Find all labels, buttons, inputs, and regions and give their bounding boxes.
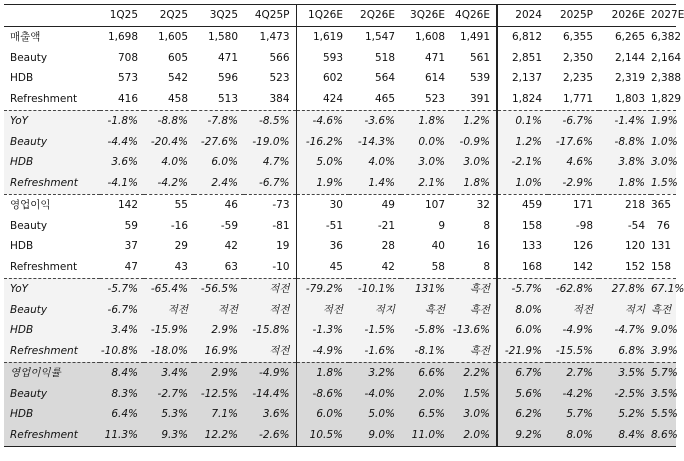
table-cell: -14.3% [349,132,401,153]
table-cell: -4.9% [244,362,296,383]
table-cell: 0.0% [401,132,451,153]
table-cell: 6.0% [296,404,349,425]
table-cell: -16 [170,219,188,232]
table-cell: 5.0% [296,152,349,173]
row-label: HDB [4,404,100,425]
table-cell: 3.5% [599,362,651,383]
table-cell: 1.2% [497,132,548,153]
column-header: 1Q26E [296,5,349,27]
table-cell: 471 [424,51,445,64]
column-header: 4Q26E [451,5,497,27]
table-cell: -6.7% [244,173,296,194]
table-cell: -1.3% [296,320,349,341]
table-cell: 흑전 [451,278,497,299]
table-cell: 7.1% [194,404,244,425]
table-cell: -1.8% [100,110,144,131]
table-cell: 3.0% [451,404,497,425]
table-cell: 131 [651,240,672,253]
header-row [4,5,676,27]
table-cell: 1.0% [651,132,676,153]
table-cell: -10.1% [349,278,401,299]
table-cell: -27.6% [194,132,244,153]
table-cell: -8.6% [296,384,349,405]
table-cell: 171 [548,194,599,215]
table-cell: 602 [322,72,343,85]
table-cell: -16.2% [296,132,349,153]
table-cell: 0.1% [497,110,548,131]
table-cell: 3.0% [651,152,676,173]
table-cell: 1.4% [349,173,401,194]
table-cell: 391 [451,89,497,110]
table-cell: 365 [651,194,676,215]
table-cell: 2.7% [548,362,599,383]
table-cell: 593 [322,51,343,64]
table-cell: 1,605 [157,30,188,43]
table-cell: 8.0% [497,300,548,321]
table-cell: -2.7% [144,384,194,405]
table-cell: 8.4% [599,425,651,446]
table-cell: 3.2% [349,362,401,383]
table-cell: -15.8% [244,320,296,341]
table-cell: -2.6% [244,425,296,446]
table-cell: 적전 [194,300,244,321]
table-cell: -4.7% [599,320,651,341]
table-cell: 4.0% [144,152,194,173]
table-cell: -12.5% [194,384,244,405]
table-cell: 6.4% [100,404,144,425]
table-cell: 708 [117,51,138,64]
table-cell: -98 [575,219,593,232]
table-cell: -79.2% [296,278,349,299]
row-label: Refreshment [4,425,100,446]
table-cell: 158 [521,219,542,232]
table-cell: -4.0% [349,384,401,405]
table-cell: -73 [244,194,296,215]
table-cell: 2.4% [194,173,244,194]
table-cell: 6.6% [401,362,451,383]
table-row [4,320,676,341]
table-cell: 1,608 [414,30,445,43]
table-cell: 40 [431,240,445,253]
table-cell: 45 [329,261,343,274]
table-cell: -56.5% [194,278,244,299]
table-cell: 2.9% [194,320,244,341]
table-cell: 37 [124,240,138,253]
table-cell: 6,382 [651,30,682,43]
table-cell: 1,771 [562,93,593,106]
table-cell: 459 [497,194,548,215]
table-row [4,216,676,237]
table-row [4,300,676,321]
table-cell: -15.5% [548,341,599,362]
table-cell: 561 [451,48,497,69]
table-cell: -81 [244,216,296,237]
table-cell: 1,698 [107,30,138,43]
table-cell: -1.6% [349,341,401,362]
column-header: 3Q26E [401,5,451,27]
table-cell: -3.6% [349,110,401,131]
table-cell: 142 [100,194,144,215]
column-header: 1Q25 [100,5,144,27]
column-header: 2026E [599,5,651,27]
table-cell: 542 [167,72,188,85]
table-cell: -65.4% [144,278,194,299]
table-cell: 적전 [144,300,194,321]
table-row [4,173,676,194]
table-cell: 2.9% [194,362,244,383]
table-cell: 1,619 [312,30,343,43]
row-label: Beauty [4,132,100,153]
table-cell: 2.2% [451,362,497,383]
table-cell: -15.9% [144,320,194,341]
row-label: 영업이익 [4,194,100,215]
table-cell: -10.8% [100,341,144,362]
table-cell: -2.9% [548,173,599,194]
row-label: Refreshment [4,173,100,194]
table-cell: -51 [325,219,343,232]
table-cell: 1.9% [296,173,349,194]
table-cell: 218 [599,194,651,215]
table-cell: 3.5% [651,384,676,405]
table-cell: 1.8% [451,173,497,194]
table-cell: 1,803 [614,93,645,106]
table-cell: 30 [296,194,349,215]
table-cell: 133 [521,240,542,253]
table-cell: 12.2% [194,425,244,446]
table-row [4,278,676,299]
table-cell: 523 [424,93,445,106]
table-cell: 49 [349,194,401,215]
table-cell: 28 [381,240,395,253]
table-cell: 465 [374,93,395,106]
table-row [4,68,676,89]
table-row [4,362,676,383]
table-cell: -14.4% [244,384,296,405]
table-cell: 1.8% [296,362,349,383]
table-cell: 2,851 [511,51,542,64]
table-row [4,48,676,69]
table-cell: 1.9% [651,110,676,131]
table-cell: 19 [244,236,296,257]
table-cell: -4.4% [100,132,144,153]
table-cell: 5.7% [548,404,599,425]
table-row [4,257,676,278]
table-cell: 3.6% [244,404,296,425]
table-cell: 46 [194,194,244,215]
table-cell: 11.0% [401,425,451,446]
table-cell: 596 [217,72,238,85]
table-cell: -0.9% [451,132,497,153]
table-row [4,236,676,257]
table-cell: 47 [124,261,138,274]
row-label: Refreshment [10,261,78,274]
table-cell: 416 [117,93,138,106]
table-cell: -59 [220,219,238,232]
table-row [4,425,676,446]
table-cell: 1,580 [207,30,238,43]
table-cell: 1.8% [401,110,451,131]
table-cell: -18.0% [144,341,194,362]
table-cell: 59 [124,219,138,232]
table-row [4,26,676,47]
table-cell: 2,144 [614,51,645,64]
table-cell: 1,824 [511,93,542,106]
table-cell: 9.3% [144,425,194,446]
row-label: Beauty [10,51,48,64]
table-cell: 120 [624,240,645,253]
table-cell: 8.4% [100,362,144,383]
table-cell: 2.0% [401,384,451,405]
table-cell: 564 [374,72,395,85]
table-cell: -4.2% [548,384,599,405]
table-cell: 573 [117,72,138,85]
table-cell: 42 [224,240,238,253]
table-cell: 4.7% [244,152,296,173]
column-header: 3Q25 [194,5,244,27]
table-cell: -2.5% [599,384,651,405]
table-cell: -4.9% [548,320,599,341]
row-label: Refreshment [10,93,78,106]
row-label: HDB [4,320,100,341]
table-cell: 513 [217,93,238,106]
table-cell: -1.5% [349,320,401,341]
table-cell: 3.0% [451,152,497,173]
table-cell: 적전 [244,341,296,362]
table-cell: 6,812 [511,30,542,43]
column-header: 2024 [497,5,548,27]
table-cell: 2,164 [651,51,682,64]
table-cell: 5.6% [497,384,548,405]
table-cell: -4.1% [100,173,144,194]
table-cell: 5.5% [651,404,676,425]
table-cell: 42 [381,261,395,274]
table-cell: 6,265 [614,30,645,43]
table-row [4,384,676,405]
table-row [4,110,676,131]
row-label: HDB [4,152,100,173]
table-cell: 8.3% [100,384,144,405]
table-cell: 6,355 [562,30,593,43]
table-cell: 6.2% [497,404,548,425]
table-cell: 384 [244,89,296,110]
table-cell: -62.8% [548,278,599,299]
table-cell: 3.4% [100,320,144,341]
table-cell: 2,235 [562,72,593,85]
table-cell: 55 [144,194,194,215]
table-cell: -8.8% [144,110,194,131]
table-cell: 63 [224,261,238,274]
table-cell: 3.6% [100,152,144,173]
table-cell: 458 [167,93,188,106]
table-cell: 3.8% [599,152,651,173]
table-cell: 8.6% [651,425,676,446]
table-cell: -5.7% [497,278,548,299]
table-cell: 10.5% [296,425,349,446]
table-cell: 3.9% [651,341,676,362]
table-cell: 1.2% [451,110,497,131]
table-cell: -8.5% [244,110,296,131]
table-cell: 58 [431,261,445,274]
table-cell: 142 [572,261,593,274]
table-cell: 566 [244,48,296,69]
table-cell: -2.1% [497,152,548,173]
table-cell: 523 [244,68,296,89]
table-cell: 6.5% [401,404,451,425]
table-cell: 흑전 [451,300,497,321]
table-cell: 9.0% [349,425,401,446]
table-cell: 2,319 [614,72,645,85]
table-row [4,341,676,362]
table-cell: 131% [401,278,451,299]
table-cell: 3.4% [144,362,194,383]
table-cell: 107 [401,194,451,215]
table-cell: -10 [244,257,296,278]
row-label: 영업이익률 [4,362,100,383]
header-corner [4,5,100,27]
table-cell: 1,491 [451,26,497,47]
table-cell: -6.7% [548,110,599,131]
table-cell: 흑전 [651,300,676,321]
table-cell: 424 [322,93,343,106]
table-cell: 2,350 [562,51,593,64]
table-cell: -54 [627,219,645,232]
table-cell: 1.0% [497,173,548,194]
table-cell: 5.0% [349,404,401,425]
table-cell: -1.4% [599,110,651,131]
table-cell: 614 [424,72,445,85]
table-cell: 8.0% [548,425,599,446]
table-cell: 적전 [244,300,296,321]
table-cell: 605 [167,51,188,64]
table-cell: 9 [438,219,445,232]
column-header: 2027E [651,5,676,27]
table-cell: 8 [451,216,497,237]
row-label: Beauty [4,384,100,405]
table-cell: -5.8% [401,320,451,341]
table-cell: 5.2% [599,404,651,425]
table-cell: -20.4% [144,132,194,153]
row-label: Refreshment [4,341,100,362]
table-cell: 적전 [296,300,349,321]
table-cell: 3.0% [401,152,451,173]
table-cell: 4.6% [548,152,599,173]
table-cell: 539 [451,68,497,89]
financial-table [4,4,684,447]
table-cell: 29 [174,240,188,253]
table-row [4,194,676,215]
table-cell: 적지 [599,300,651,321]
table-cell: 2.0% [451,425,497,446]
table-cell: 1,547 [364,30,395,43]
table-cell: -8.1% [401,341,451,362]
table-cell: 76 [656,219,670,232]
table-cell: 1,829 [651,93,682,106]
table-cell: 43 [174,261,188,274]
table-cell: -6.7% [100,300,144,321]
row-label: HDB [10,72,34,85]
table-cell: 518 [374,51,395,64]
table-cell: -13.6% [451,320,497,341]
row-label: Beauty [10,219,48,232]
table-cell: 8 [451,257,497,278]
table-cell: 2.1% [401,173,451,194]
table-cell: 152 [624,261,645,274]
table-cell: 5.7% [651,362,676,383]
table-cell: -17.6% [548,132,599,153]
table-cell: 2,137 [511,72,542,85]
table-cell: -7.8% [194,110,244,131]
column-header: 2Q25 [144,5,194,27]
table-cell: 5.3% [144,404,194,425]
table-cell: 적지 [349,300,401,321]
table-cell: 16 [451,236,497,257]
table-row [4,89,676,110]
table-cell: 16.9% [194,341,244,362]
table-cell: 흑전 [401,300,451,321]
table-cell: -19.0% [244,132,296,153]
table-cell: 흑전 [451,341,497,362]
row-label: HDB [10,240,34,253]
table-row [4,132,676,153]
table-cell: 158 [651,261,672,274]
table-cell: 9.0% [651,320,676,341]
table-cell: 1.5% [651,173,676,194]
table-row [4,152,676,173]
table-cell: 4.0% [349,152,401,173]
table-cell: -4.6% [296,110,349,131]
table-cell: 적전 [548,300,599,321]
table-cell: -21.9% [497,341,548,362]
table-cell: 11.3% [100,425,144,446]
table-cell: 67.1% [651,278,676,299]
table-cell: 1,473 [244,26,296,47]
column-header: 2025P [548,5,599,27]
table-cell: 6.0% [194,152,244,173]
table-cell: 126 [572,240,593,253]
table-cell: 2,388 [651,72,682,85]
table-cell: 6.8% [599,341,651,362]
column-header: 4Q25P [244,5,296,27]
row-label: YoY [4,278,100,299]
table-cell: 1.5% [451,384,497,405]
row-label: YoY [4,110,100,131]
table-cell: 6.0% [497,320,548,341]
table-cell: -4.2% [144,173,194,194]
table-cell: -21 [377,219,395,232]
table-cell: 9.2% [497,425,548,446]
table-cell: -4.9% [296,341,349,362]
column-header: 2Q26E [349,5,401,27]
table-body [4,26,684,446]
table-cell: -8.8% [599,132,651,153]
table-cell: 6.7% [497,362,548,383]
table-cell: 32 [451,194,497,215]
table-cell: -5.7% [100,278,144,299]
table-cell: 1.8% [599,173,651,194]
table-row [4,404,676,425]
table-cell: 168 [521,261,542,274]
table-cell: 적전 [244,278,296,299]
row-label: Beauty [4,300,100,321]
table-cell: 27.8% [599,278,651,299]
table-cell: 471 [217,51,238,64]
row-label: 매출액 [10,30,41,43]
table-cell: 36 [329,240,343,253]
